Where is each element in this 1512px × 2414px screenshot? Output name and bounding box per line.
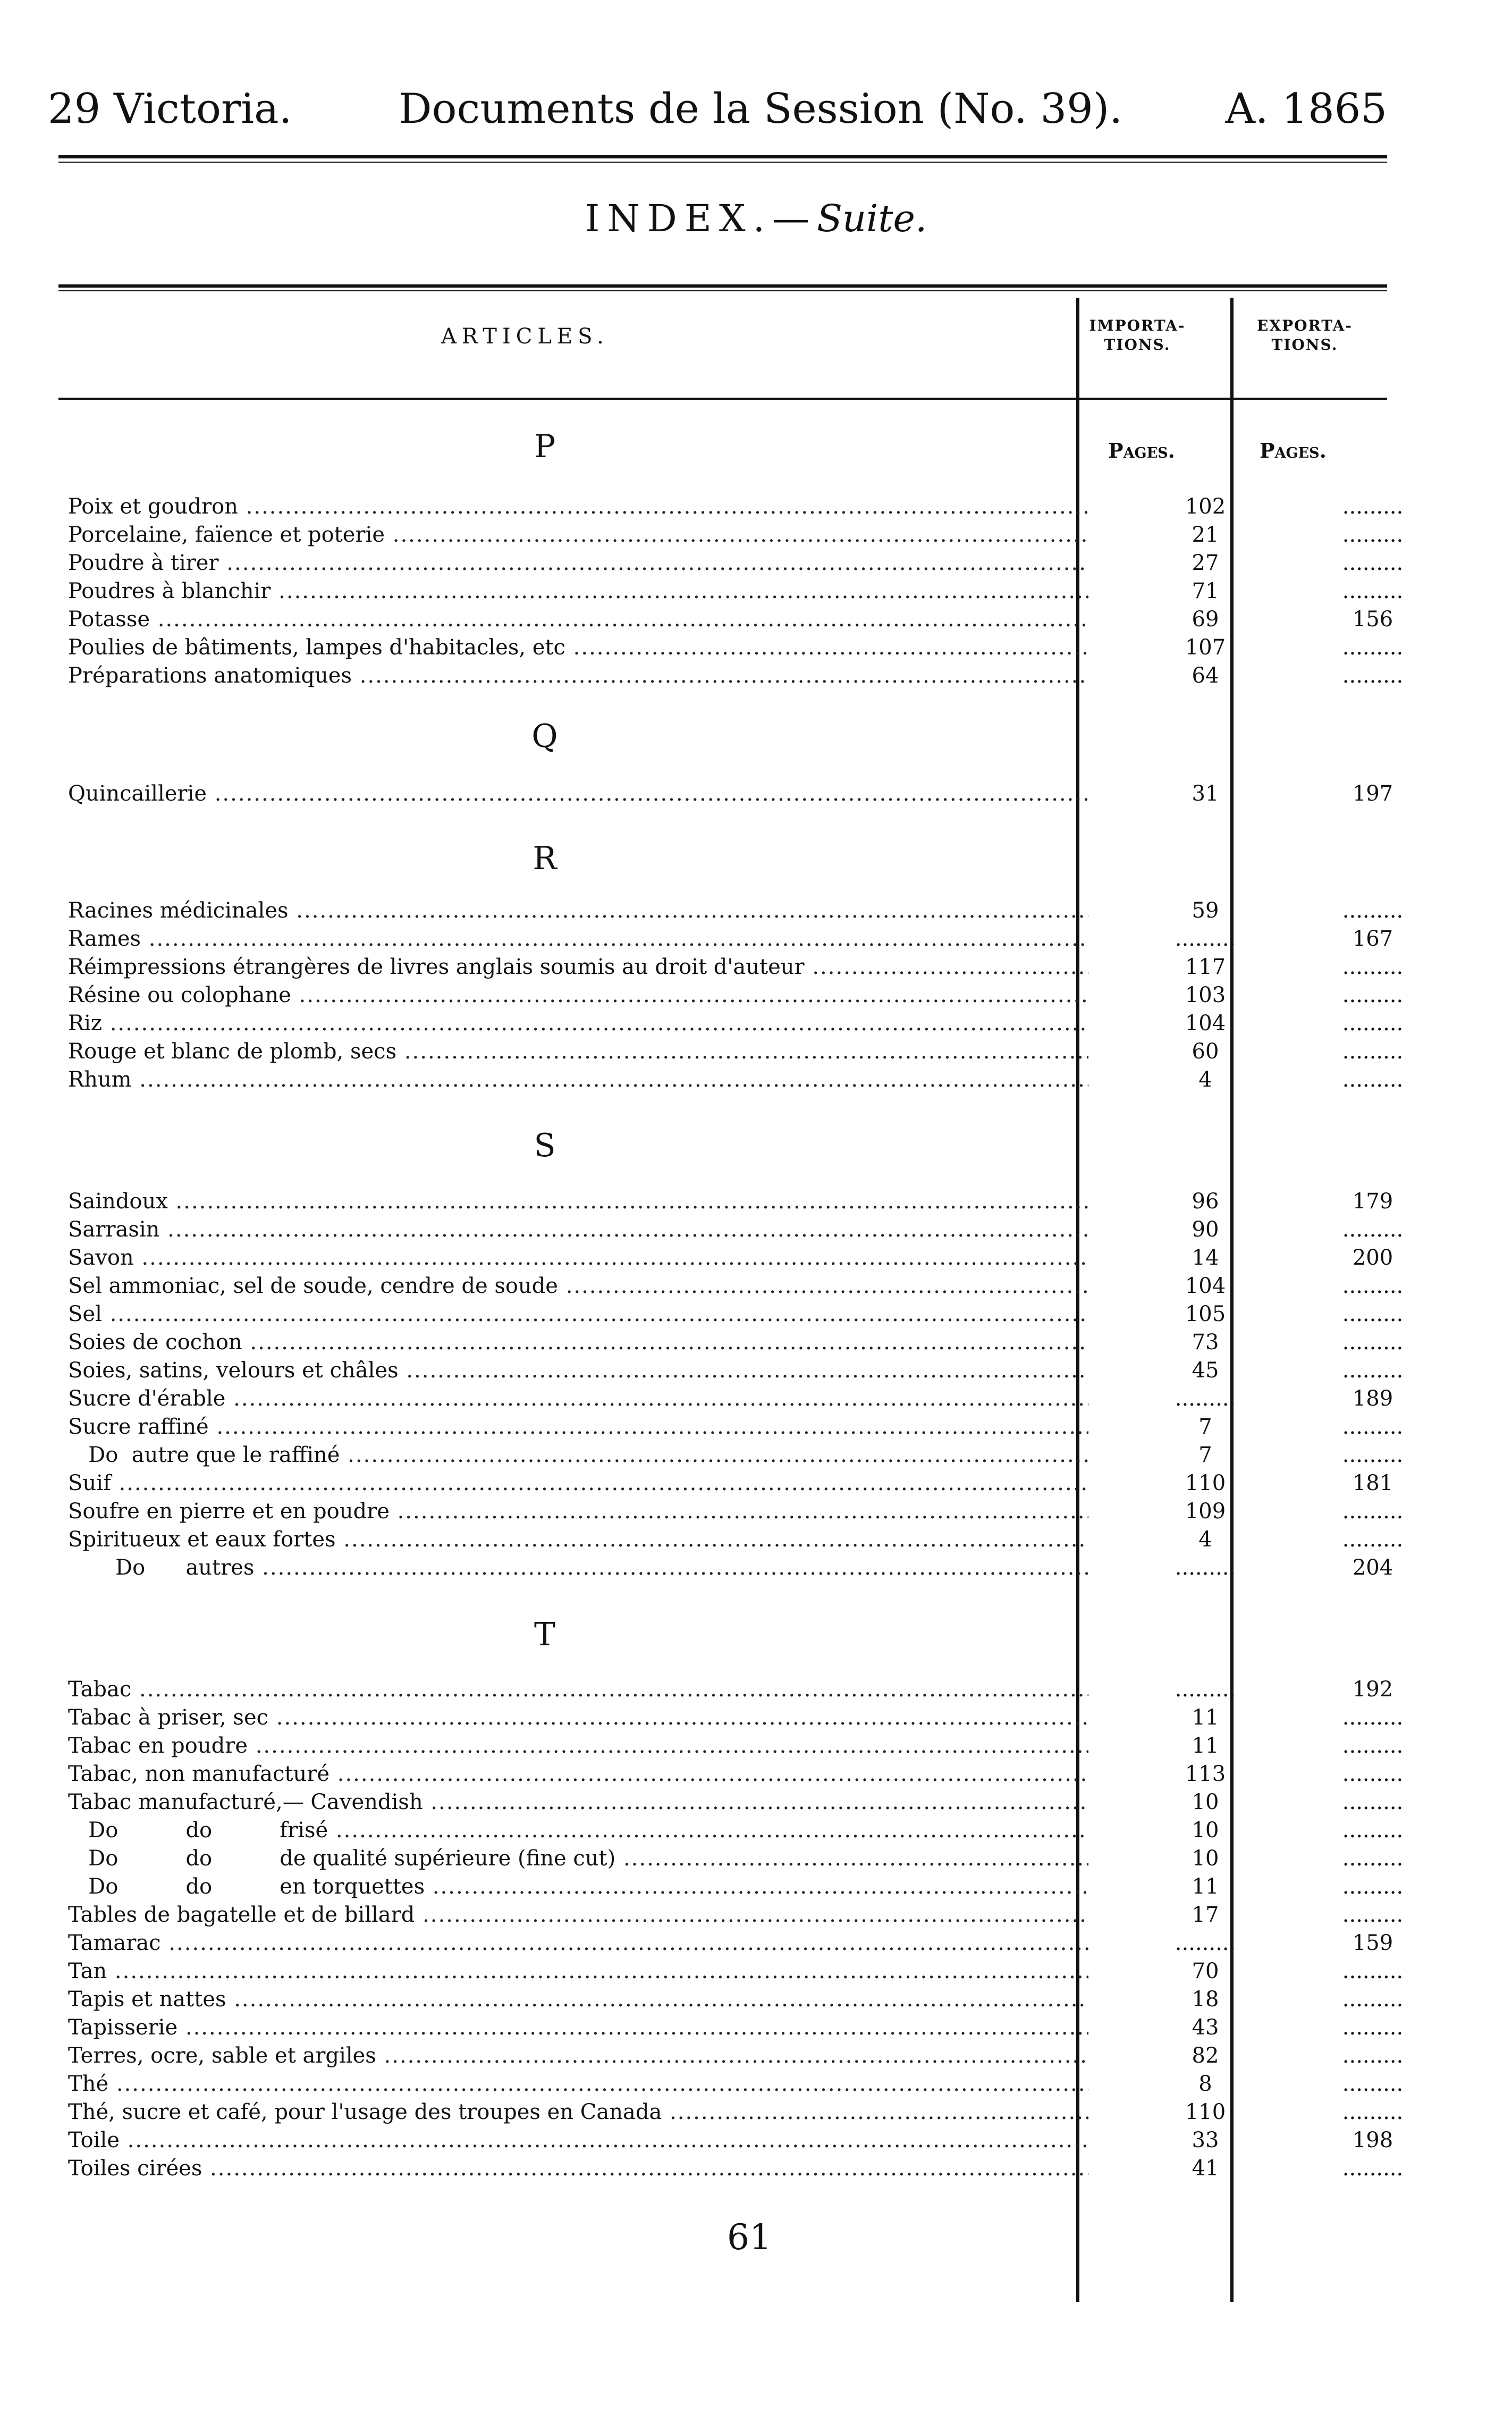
row-import-page: 7 <box>1198 1415 1212 1439</box>
row-export-page: ......... <box>1342 1846 1404 1871</box>
row-import-page: 70 <box>1192 1959 1219 1983</box>
section-letter-p: P <box>534 428 556 465</box>
row-article: Riz ..... <box>68 1008 1088 1038</box>
row-article: Poix et goudron ..... <box>68 492 1088 522</box>
row-article: Do do de qualité supérieure (fine cut) ..... <box>68 1844 1088 1873</box>
row-article: Soies, satins, velours et châles ..... <box>68 1356 1088 1385</box>
row-article: Spiritueux et eaux fortes ..... <box>68 1525 1088 1554</box>
row-import-page: 10 <box>1192 1846 1219 1871</box>
row-export-page: ......... <box>1342 1734 1404 1758</box>
row-article: Tables de bagatelle et de billard ..... <box>68 1900 1088 1930</box>
title-suite: Suite. <box>816 197 927 240</box>
row-article: Tabac ..... <box>68 1675 1088 1704</box>
row-export-page: ......... <box>1342 983 1404 1007</box>
row-export-page: ......... <box>1342 1818 1404 1843</box>
row-import-page: 110 <box>1185 1471 1226 1495</box>
row-export-page: ......... <box>1342 898 1404 923</box>
row-import-page: 21 <box>1192 523 1219 547</box>
running-header <box>48 80 1387 138</box>
title-main: INDEX.— <box>585 197 817 240</box>
row-import-page: 31 <box>1192 781 1219 806</box>
row-export-page: ......... <box>1342 2043 1404 2068</box>
row-import-page: 33 <box>1192 2128 1219 2152</box>
row-export-page: 159 <box>1352 1931 1393 1955</box>
row-article: Poudres à blanchir ..... <box>68 576 1088 606</box>
row-article: Sucre d'érable ..... <box>68 1384 1088 1414</box>
row-export-page: ......... <box>1342 2100 1404 2124</box>
table-top-rule-thick <box>58 284 1387 288</box>
row-import-page: 73 <box>1192 1330 1219 1355</box>
row-import-page: 82 <box>1192 2043 1219 2068</box>
row-article: Porcelaine, faïence et poterie ..... <box>68 520 1088 550</box>
row-import-page: 117 <box>1185 955 1226 979</box>
row-import-page: ......... <box>1175 1555 1236 1580</box>
row-article: Thé ..... <box>68 2069 1088 2099</box>
row-article: Toiles cirées ..... <box>68 2154 1088 2183</box>
row-import-page: 41 <box>1192 2156 1219 2181</box>
row-import-page: 17 <box>1192 1903 1219 1927</box>
row-import-page: 105 <box>1185 1302 1226 1326</box>
row-article: Quincaillerie ..... <box>68 779 1088 809</box>
row-article: Poudre à tirer ..... <box>68 548 1088 578</box>
row-export-page: ......... <box>1342 1302 1404 1326</box>
row-article: Tabac à priser, sec ..... <box>68 1703 1088 1732</box>
row-export-page: ......... <box>1342 1903 1404 1927</box>
row-import-page: 69 <box>1192 607 1219 632</box>
row-import-page: 11 <box>1192 1705 1219 1730</box>
row-import-page: 14 <box>1192 1246 1219 1270</box>
row-export-page: ......... <box>1342 1705 1404 1730</box>
exportations-column-header: EXPORTA- TIONS. <box>1257 317 1353 354</box>
row-import-page: 11 <box>1192 1734 1219 1758</box>
row-import-page: 7 <box>1198 1443 1212 1467</box>
row-import-page: 8 <box>1198 2072 1212 2096</box>
row-import-page: 10 <box>1192 1818 1219 1843</box>
row-import-page: 4 <box>1198 1527 1212 1552</box>
row-export-page: ......... <box>1342 1011 1404 1036</box>
row-export-page: ......... <box>1342 2072 1404 2096</box>
row-article: Do autres ..... <box>68 1553 1088 1583</box>
row-export-page: ......... <box>1342 955 1404 979</box>
row-import-page: 109 <box>1185 1499 1226 1524</box>
row-export-page: 156 <box>1352 607 1393 632</box>
table-header-bottom-rule <box>58 398 1387 400</box>
row-import-page: 10 <box>1192 1790 1219 1814</box>
row-article: Do do en torquettes ..... <box>68 1872 1088 1902</box>
row-article: Do do frisé ..... <box>68 1815 1088 1845</box>
row-export-page: 198 <box>1352 2128 1393 2152</box>
row-export-page: ......... <box>1342 1874 1404 1899</box>
row-article: Suif ..... <box>68 1468 1088 1498</box>
row-import-page: 59 <box>1192 898 1219 923</box>
row-import-page: 4 <box>1198 1067 1212 1092</box>
row-article: Tapis et nattes ..... <box>68 1984 1088 2014</box>
row-export-page: ......... <box>1342 579 1404 603</box>
row-import-page: 104 <box>1185 1274 1226 1298</box>
row-export-page: ......... <box>1342 1274 1404 1298</box>
table-top-rule-thin <box>58 290 1387 291</box>
row-article: Rouge et blanc de plomb, secs ..... <box>68 1037 1088 1066</box>
row-export-page: ......... <box>1342 1790 1404 1814</box>
row-import-page: 110 <box>1185 2100 1226 2124</box>
row-export-page: 167 <box>1352 927 1393 951</box>
row-export-page: ......... <box>1342 1217 1404 1242</box>
pages-label-importations: Pages. <box>1108 439 1175 462</box>
row-article: Rhum ..... <box>68 1065 1088 1095</box>
row-export-page: ......... <box>1342 1527 1404 1552</box>
row-article: Réimpressions étrangères de livres anglais soumis au droit d'auteur ..... <box>68 952 1088 982</box>
row-article: Tabac, non manufacturé ..... <box>68 1759 1088 1789</box>
row-import-page: 11 <box>1192 1874 1219 1899</box>
row-export-page: ......... <box>1342 2015 1404 2040</box>
row-import-page: 104 <box>1185 1011 1226 1036</box>
row-export-page: 189 <box>1352 1386 1393 1411</box>
page-title <box>0 197 1512 240</box>
row-article: Poulies de bâtiments, lampes d'habitacles, etc ..... <box>68 633 1088 662</box>
row-import-page: 71 <box>1192 579 1219 603</box>
row-export-page: 181 <box>1352 1471 1393 1495</box>
row-export-page: ......... <box>1342 635 1404 660</box>
row-article: Tabac en poudre ..... <box>68 1731 1088 1761</box>
header-center: Documents de la Session (No. 39). <box>399 85 1122 133</box>
row-export-page: ......... <box>1342 1499 1404 1524</box>
row-export-page: ......... <box>1342 1330 1404 1355</box>
page-number: 61 <box>727 2217 772 2258</box>
header-rule-thick <box>58 155 1387 158</box>
row-article: Do autre que le raffiné ..... <box>68 1440 1088 1470</box>
row-article: Rames ..... <box>68 924 1088 954</box>
header-right: A. 1865 <box>1225 85 1387 133</box>
row-import-page: 27 <box>1192 551 1219 575</box>
row-export-page: ......... <box>1342 523 1404 547</box>
row-article: Résine ou colophane ..... <box>68 980 1088 1010</box>
row-import-page: 18 <box>1192 1987 1219 2012</box>
row-article: Potasse ..... <box>68 604 1088 634</box>
row-export-page: ......... <box>1342 1987 1404 2012</box>
row-export-page: ......... <box>1342 2156 1404 2181</box>
row-article: Toile ..... <box>68 2125 1088 2155</box>
row-article: Savon ..... <box>68 1243 1088 1273</box>
row-article: Soies de cochon ..... <box>68 1327 1088 1357</box>
row-export-page: 197 <box>1352 781 1393 806</box>
section-letter-r: R <box>533 840 557 877</box>
row-import-page: 107 <box>1185 635 1226 660</box>
row-export-page: ......... <box>1342 1067 1404 1092</box>
row-article: Terres, ocre, sable et argiles ..... <box>68 2041 1088 2071</box>
row-article: Sucre raffiné ..... <box>68 1412 1088 1442</box>
row-article: Saindoux ..... <box>68 1187 1088 1216</box>
row-article: Sel ..... <box>68 1299 1088 1329</box>
row-article: Thé, sucre et café, pour l'usage des troupes en Canada ..... <box>68 2097 1088 2127</box>
row-import-page: 96 <box>1192 1189 1219 1214</box>
header-rule-thin <box>58 162 1387 163</box>
row-export-page: ......... <box>1342 1415 1404 1439</box>
row-export-page: ......... <box>1342 1443 1404 1467</box>
row-import-page: 103 <box>1185 983 1226 1007</box>
row-export-page: ......... <box>1342 1039 1404 1064</box>
articles-column-header: ARTICLES. <box>441 324 609 349</box>
row-import-page: 43 <box>1192 2015 1219 2040</box>
row-article: Soufre en pierre et en poudre ..... <box>68 1496 1088 1526</box>
row-article: Sel ammoniac, sel de soude, cendre de soude ..... <box>68 1271 1088 1301</box>
row-export-page: 179 <box>1352 1189 1393 1214</box>
row-article: Tabac manufacturé,— Cavendish ..... <box>68 1787 1088 1817</box>
row-export-page: 192 <box>1352 1677 1393 1702</box>
section-letter-q: Q <box>531 718 558 755</box>
row-export-page: ......... <box>1342 663 1404 688</box>
row-article: Tamarac ..... <box>68 1928 1088 1958</box>
row-import-page: 60 <box>1192 1039 1219 1064</box>
importations-column-header: IMPORTA- TIONS. <box>1089 317 1186 354</box>
row-import-page: 64 <box>1192 663 1219 688</box>
section-letter-s: S <box>534 1127 556 1164</box>
row-export-page: ......... <box>1342 494 1404 519</box>
row-import-page: ......... <box>1175 1677 1236 1702</box>
row-import-page: 45 <box>1192 1358 1219 1383</box>
row-article: Tan ..... <box>68 1956 1088 1986</box>
row-export-page: ......... <box>1342 1959 1404 1983</box>
pages-label-exportations: Pages. <box>1260 439 1327 462</box>
row-article: Sarrasin ..... <box>68 1215 1088 1244</box>
row-import-page: ......... <box>1175 927 1236 951</box>
row-import-page: 90 <box>1192 1217 1219 1242</box>
section-letter-t: T <box>534 1616 556 1653</box>
row-import-page: 102 <box>1185 494 1226 519</box>
row-export-page: 200 <box>1352 1246 1393 1270</box>
row-article: Préparations anatomiques ..... <box>68 661 1088 691</box>
row-export-page: 204 <box>1352 1555 1393 1580</box>
row-export-page: ......... <box>1342 1762 1404 1786</box>
row-export-page: ......... <box>1342 1358 1404 1383</box>
row-article: Tapisserie ..... <box>68 2013 1088 2042</box>
row-import-page: 113 <box>1185 1762 1226 1786</box>
row-export-page: ......... <box>1342 551 1404 575</box>
row-article: Racines médicinales ..... <box>68 896 1088 926</box>
header-left: 29 Victoria. <box>48 85 292 133</box>
row-import-page: ......... <box>1175 1931 1236 1955</box>
row-import-page: ......... <box>1175 1386 1236 1411</box>
